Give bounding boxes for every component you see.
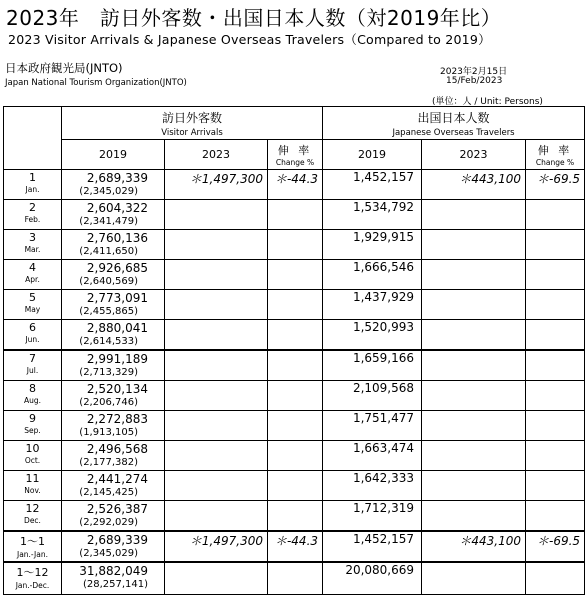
japanese-2019-value: 1,659,166 — [323, 350, 422, 381]
visitor-2023-value — [165, 320, 268, 351]
visitor-2019-breakdown: (2,206,746) — [79, 397, 138, 408]
japanese-change-value — [526, 200, 585, 230]
table-row — [4, 411, 585, 441]
organization-name-en: Japan National Tourism Organization(JNTO) — [5, 78, 187, 88]
visitor-2019-cell — [62, 170, 165, 200]
visitor-2023-value — [165, 411, 268, 441]
release-date-jp: 2023年2月15日 — [440, 67, 508, 77]
month-cell — [4, 350, 62, 381]
japanese-2023-value — [422, 350, 526, 381]
table-row — [4, 230, 585, 260]
japanese-2019-value: 1,642,333 — [323, 471, 422, 501]
visitor-2019-cell — [62, 260, 165, 290]
table-row — [4, 200, 585, 230]
japanese-2023-value — [422, 260, 526, 290]
month-number: 12 — [25, 502, 40, 515]
visitor-change-value — [268, 411, 323, 441]
visitor-2019-breakdown: (28,257,141) — [82, 579, 148, 590]
visitor-2019-breakdown: (2,640,569) — [79, 276, 138, 287]
japanese-2023-value — [422, 381, 526, 411]
table-row — [4, 381, 585, 411]
visitor-change-value — [268, 290, 323, 320]
month-cell — [4, 260, 62, 290]
visitor-2019-cell — [62, 350, 165, 381]
month-cell — [4, 381, 62, 411]
month-header-cell — [4, 107, 62, 170]
visitor-2019-breakdown: (2,614,533) — [79, 336, 138, 347]
visitor-2019-cell — [62, 230, 165, 260]
japanese-travelers-header — [323, 107, 585, 140]
visitor-2019-breakdown: (2,341,479) — [79, 216, 138, 227]
japanese-change-value — [526, 320, 585, 351]
japanese-2023-value — [422, 230, 526, 260]
visitor-2019-value: 2,991,189 — [86, 352, 148, 366]
visitor-change-value — [268, 562, 323, 595]
visitor-change-value — [268, 230, 323, 260]
visitor-2019-value: 2,926,685 — [86, 261, 148, 275]
month-cell — [4, 471, 62, 501]
japanese-2019-value: 1,520,993 — [323, 320, 422, 351]
month-name: Dec. — [24, 516, 41, 525]
month-name: Jan. — [25, 185, 40, 194]
visitor-2023-value — [165, 200, 268, 230]
month-number: 8 — [29, 382, 36, 395]
visitor-2019-breakdown: (2,411,650) — [79, 246, 138, 257]
month-cell — [4, 290, 62, 320]
month-number: 1〜12 — [16, 566, 49, 579]
visitor-arrivals-header — [62, 107, 323, 140]
japanese-change-value — [526, 350, 585, 381]
month-cell — [4, 441, 62, 471]
visitor-2023-value — [165, 260, 268, 290]
organization-name-jp: 日本政府観光局(JNTO) — [5, 61, 123, 75]
month-cell — [4, 170, 62, 200]
visitor-2019-value: 2,441,274 — [86, 472, 148, 486]
visitor-2023-value: ＊1,497,300 — [165, 170, 268, 200]
visitor-2019-breakdown: (2,345,029) — [79, 548, 138, 559]
visitor-change-value — [268, 260, 323, 290]
japanese-change-header — [526, 140, 585, 170]
japanese-2019-header: 2019 — [323, 140, 422, 170]
month-name: Feb. — [24, 215, 41, 224]
month-cell — [4, 501, 62, 532]
visitor-2019-cell — [62, 562, 165, 595]
visitor-2019-value: 2,689,339 — [86, 171, 148, 185]
japanese-2023-value — [422, 441, 526, 471]
table-row — [4, 170, 585, 200]
visitor-2019-cell — [62, 320, 165, 351]
table-row — [4, 441, 585, 471]
month-number: 1 — [29, 171, 36, 184]
visitor-2023-value: ＊1,497,300 — [165, 531, 268, 562]
visitor-2019-cell — [62, 471, 165, 501]
visitor-2019-breakdown: (2,713,329) — [79, 367, 138, 378]
visitor-2019-value: 31,882,049 — [79, 564, 148, 578]
visitor-2019-breakdown: (1,913,105) — [79, 427, 138, 438]
change-header-en: Change % — [535, 158, 575, 167]
visitor-2019-breakdown: (2,145,425) — [79, 487, 138, 498]
japanese-2023-header: 2023 — [422, 140, 526, 170]
table-row — [4, 562, 585, 595]
unit-note: (単位：人 / Unit: Persons) — [432, 97, 543, 107]
visitor-2019-value: 2,496,568 — [86, 442, 148, 456]
change-header-jp: 伸 率 — [537, 144, 573, 157]
visitor-change-value — [268, 441, 323, 471]
month-name: Apr. — [25, 275, 40, 284]
visitor-2019-cell — [62, 411, 165, 441]
japanese-2019-value: 1,751,477 — [323, 411, 422, 441]
month-number: 1〜1 — [20, 535, 45, 548]
japanese-2019-value: 1,712,319 — [323, 501, 422, 532]
visitor-2019-breakdown: (2,292,029) — [79, 517, 138, 528]
japanese-2019-value: 1,666,546 — [323, 260, 422, 290]
statistics-table — [3, 106, 585, 595]
month-cell — [4, 200, 62, 230]
table-row — [4, 290, 585, 320]
visitor-2019-value: 2,760,136 — [86, 231, 148, 245]
japanese-2023-value — [422, 562, 526, 595]
month-name: Jan.-Dec. — [15, 581, 50, 590]
month-name: Jul. — [26, 366, 39, 375]
visitor-change-value — [268, 501, 323, 532]
japanese-change-value — [526, 290, 585, 320]
page-subtitle: 2023 Visitor Arrivals & Japanese Overseas Travelers（Compared to 2019） — [8, 32, 491, 47]
visitor-change-value: ＊-44.3 — [268, 531, 323, 562]
japanese-2023-value: ＊443,100 — [422, 170, 526, 200]
visitor-2019-breakdown: (2,455,865) — [79, 306, 138, 317]
table-row — [4, 531, 585, 562]
japanese-change-value — [526, 441, 585, 471]
month-number: 10 — [25, 442, 40, 455]
japanese-2019-value: 1,452,157 — [323, 170, 422, 200]
visitor-2019-header: 2019 — [62, 140, 165, 170]
japanese-2023-value — [422, 320, 526, 351]
month-name: Sep. — [24, 426, 41, 435]
japanese-change-value — [526, 381, 585, 411]
release-date-en: 15/Feb/2023 — [446, 76, 503, 86]
month-name: Nov. — [24, 486, 41, 495]
table-body — [4, 170, 585, 595]
visitor-2023-value — [165, 562, 268, 595]
month-number: 4 — [29, 261, 36, 274]
visitor-2023-value — [165, 230, 268, 260]
month-number: 7 — [29, 352, 36, 365]
japanese-2023-value — [422, 471, 526, 501]
japanese-change-value — [526, 230, 585, 260]
visitor-2023-value — [165, 471, 268, 501]
table-row — [4, 471, 585, 501]
month-number: 11 — [25, 472, 40, 485]
month-cell — [4, 320, 62, 351]
japanese-2019-value: 1,929,915 — [323, 230, 422, 260]
japanese-2023-value — [422, 290, 526, 320]
month-number: 9 — [29, 412, 36, 425]
visitor-2019-value: 2,526,387 — [86, 502, 148, 516]
change-header-jp: 伸 率 — [277, 144, 313, 157]
visitor-2023-value — [165, 290, 268, 320]
month-name: Aug. — [23, 396, 42, 405]
visitor-change-value — [268, 471, 323, 501]
visitor-2019-value: 2,773,091 — [86, 291, 148, 305]
visitor-2023-value — [165, 350, 268, 381]
visitor-2019-breakdown: (2,177,382) — [79, 457, 138, 468]
month-name: Oct. — [24, 456, 41, 465]
visitor-2023-value — [165, 441, 268, 471]
japanese-change-value — [526, 501, 585, 532]
month-cell — [4, 531, 62, 562]
visitor-header-jp: 訪日外客数 — [162, 111, 223, 125]
table-row — [4, 260, 585, 290]
visitor-2019-value: 2,272,883 — [86, 412, 148, 426]
japanese-change-value — [526, 260, 585, 290]
visitor-2019-value: 2,520,134 — [86, 382, 148, 396]
japanese-header-jp: 出国日本人数 — [417, 111, 490, 125]
japanese-2019-value: 1,437,929 — [323, 290, 422, 320]
month-name: Jun. — [25, 335, 40, 344]
visitor-header-en: Visitor Arrivals — [161, 128, 223, 138]
month-cell — [4, 230, 62, 260]
visitor-change-value — [268, 350, 323, 381]
visitor-2019-cell — [62, 290, 165, 320]
table-row — [4, 350, 585, 381]
japanese-change-value: ＊-69.5 — [526, 531, 585, 562]
japanese-change-value — [526, 411, 585, 441]
month-number: 6 — [29, 321, 36, 334]
visitor-change-value — [268, 200, 323, 230]
japanese-header-en: Japanese Overseas Travelers — [392, 128, 515, 138]
month-number: 3 — [29, 231, 36, 244]
visitor-change-value: ＊-44.3 — [268, 170, 323, 200]
visitor-2019-value: 2,880,041 — [86, 321, 148, 335]
visitor-change-header — [268, 140, 323, 170]
japanese-2019-value: 1,452,157 — [323, 531, 422, 562]
visitor-2019-cell — [62, 531, 165, 562]
visitor-2019-cell — [62, 501, 165, 532]
month-name: Mar. — [24, 245, 41, 254]
change-header-en: Change % — [275, 158, 315, 167]
japanese-change-value — [526, 471, 585, 501]
visitor-2019-value: 2,689,339 — [86, 533, 148, 547]
japanese-2019-value: 1,663,474 — [323, 441, 422, 471]
visitor-2019-cell — [62, 381, 165, 411]
visitor-2019-cell — [62, 441, 165, 471]
visitor-change-value — [268, 381, 323, 411]
japanese-2023-value — [422, 501, 526, 532]
japanese-2019-value: 2,109,568 — [323, 381, 422, 411]
table-row — [4, 320, 585, 351]
japanese-2023-value: ＊443,100 — [422, 531, 526, 562]
japanese-change-value: ＊-69.5 — [526, 170, 585, 200]
visitor-2019-breakdown: (2,345,029) — [79, 186, 138, 197]
table-row — [4, 501, 585, 532]
month-cell — [4, 562, 62, 595]
visitor-change-value — [268, 320, 323, 351]
month-cell — [4, 411, 62, 441]
page-title: 2023年 訪日外客数・出国日本人数（対2019年比） — [6, 6, 502, 30]
japanese-2019-value: 20,080,669 — [323, 562, 422, 595]
japanese-2023-value — [422, 411, 526, 441]
month-name: May — [24, 305, 41, 314]
japanese-2023-value — [422, 200, 526, 230]
visitor-2019-cell — [62, 200, 165, 230]
visitor-2019-value: 2,604,322 — [86, 201, 148, 215]
month-name: Jan.-Jan. — [16, 550, 48, 559]
month-number: 2 — [29, 201, 36, 214]
visitor-2023-header: 2023 — [165, 140, 268, 170]
month-number: 5 — [29, 291, 36, 304]
japanese-2019-value: 1,534,792 — [323, 200, 422, 230]
visitor-2023-value — [165, 381, 268, 411]
visitor-2023-value — [165, 501, 268, 532]
japanese-change-value — [526, 562, 585, 595]
